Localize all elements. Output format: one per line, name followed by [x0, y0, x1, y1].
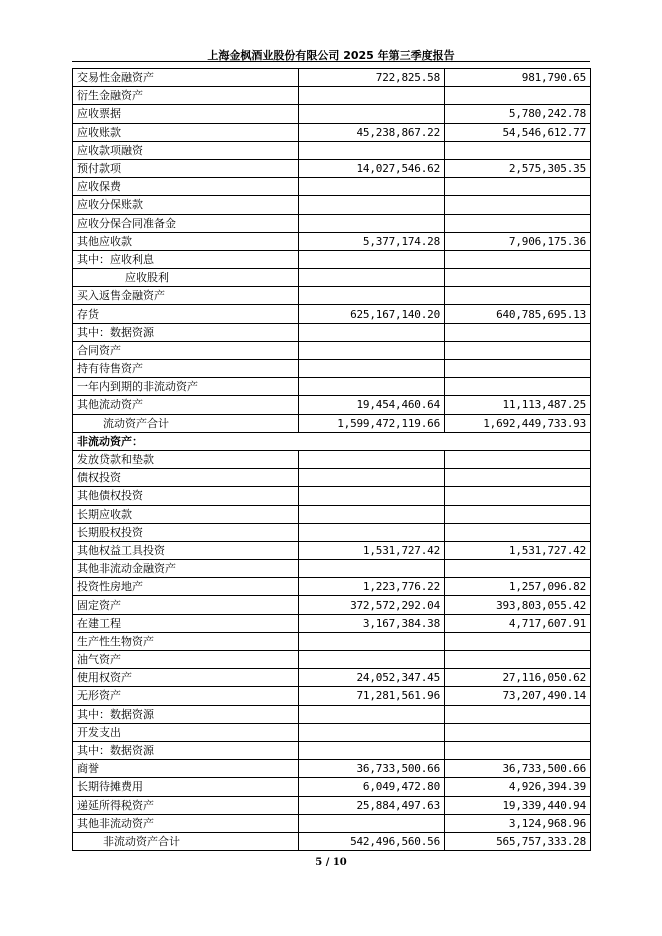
- prior-year-end-value: 981,790.65: [445, 69, 591, 87]
- table-row: [73, 378, 591, 396]
- row-label: 其他非流动金融资产: [73, 560, 299, 578]
- prior-year-end-value: [445, 214, 591, 232]
- row-label: 交易性金融资产: [73, 69, 299, 87]
- period-end-value: [299, 378, 445, 396]
- table-row: [73, 105, 591, 123]
- row-label: 存货: [73, 305, 299, 323]
- prior-year-end-value: 54,546,612.77: [445, 123, 591, 141]
- period-end-value: [299, 505, 445, 523]
- prior-year-end-value: 565,757,333.28: [445, 832, 591, 850]
- row-label: 其他非流动资产: [73, 814, 299, 832]
- prior-year-end-value: [445, 705, 591, 723]
- row-label: 固定资产: [73, 596, 299, 614]
- period-end-value: [299, 469, 445, 487]
- row-label: 应收股利: [73, 269, 299, 287]
- table-row: [73, 505, 591, 523]
- period-end-value: [299, 196, 445, 214]
- row-label: 买入返售金融资产: [73, 287, 299, 305]
- table-row: [73, 396, 591, 414]
- row-label: 其中：数据资源: [73, 705, 299, 723]
- row-label: 油气资产: [73, 651, 299, 669]
- row-label: 其中：数据资源: [73, 741, 299, 759]
- table-row: [73, 123, 591, 141]
- table-row: [73, 360, 591, 378]
- prior-year-end-value: 73,207,490.14: [445, 687, 591, 705]
- prior-year-end-value: 1,531,727.42: [445, 541, 591, 559]
- period-end-value: [299, 250, 445, 268]
- prior-year-end-value: [445, 323, 591, 341]
- row-label: 其中：数据资源: [73, 323, 299, 341]
- row-label: 合同资产: [73, 341, 299, 359]
- table-row: [73, 778, 591, 796]
- table-row: [73, 87, 591, 105]
- period-end-value: 5,377,174.28: [299, 232, 445, 250]
- period-end-value: [299, 214, 445, 232]
- row-label: 应收账款: [73, 123, 299, 141]
- table-row: [73, 323, 591, 341]
- prior-year-end-value: [445, 250, 591, 268]
- table-row: [73, 159, 591, 177]
- row-label: 应收款项融资: [73, 141, 299, 159]
- prior-year-end-value: 393,803,055.42: [445, 596, 591, 614]
- table-row: [73, 614, 591, 632]
- prior-year-end-value: [445, 141, 591, 159]
- row-label: 发放贷款和垫款: [73, 450, 299, 468]
- period-end-value: [299, 723, 445, 741]
- period-end-value: 1,531,727.42: [299, 541, 445, 559]
- table-row: [73, 560, 591, 578]
- row-label: 其中：应收利息: [73, 250, 299, 268]
- row-label: 长期待摊费用: [73, 778, 299, 796]
- period-end-value: 1,599,472,119.66: [299, 414, 445, 432]
- period-end-value: [299, 360, 445, 378]
- table-row: [73, 196, 591, 214]
- table-row: [73, 469, 591, 487]
- prior-year-end-value: [445, 287, 591, 305]
- row-label: 其他流动资产: [73, 396, 299, 414]
- period-end-value: [299, 632, 445, 650]
- prior-year-end-value: [445, 87, 591, 105]
- row-label: 其他债权投资: [73, 487, 299, 505]
- period-end-value: 24,052,347.45: [299, 669, 445, 687]
- prior-year-end-value: 640,785,695.13: [445, 305, 591, 323]
- table-row: [73, 596, 591, 614]
- row-label: 使用权资产: [73, 669, 299, 687]
- table-row: [73, 250, 591, 268]
- table-row: [73, 760, 591, 778]
- table-row: [73, 832, 591, 850]
- period-end-value: 14,027,546.62: [299, 159, 445, 177]
- period-end-value: 25,884,497.63: [299, 796, 445, 814]
- report-header: 上海金枫酒业股份有限公司 2025 年第三季度报告: [207, 49, 455, 62]
- table-row: [73, 523, 591, 541]
- period-end-value: [299, 523, 445, 541]
- period-end-value: [299, 705, 445, 723]
- row-label: 应收保费: [73, 178, 299, 196]
- period-end-value: [299, 141, 445, 159]
- prior-year-end-value: [445, 560, 591, 578]
- period-end-value: [299, 178, 445, 196]
- row-label: 衍生金融资产: [73, 87, 299, 105]
- prior-year-end-value: 2,575,305.35: [445, 159, 591, 177]
- prior-year-end-value: 1,692,449,733.93: [445, 414, 591, 432]
- row-label: 开发支出: [73, 723, 299, 741]
- row-label: 在建工程: [73, 614, 299, 632]
- row-label: 流动资产合计: [73, 414, 299, 432]
- prior-year-end-value: 11,113,487.25: [445, 396, 591, 414]
- table-row: [73, 578, 591, 596]
- table-row: [73, 232, 591, 250]
- table-row: [73, 141, 591, 159]
- period-end-value: [299, 105, 445, 123]
- row-label: 其他应收款: [73, 232, 299, 250]
- table-row: [73, 632, 591, 650]
- prior-year-end-value: [445, 651, 591, 669]
- row-label: 生产性生物资产: [73, 632, 299, 650]
- table-row: [73, 432, 591, 450]
- row-label: 其他权益工具投资: [73, 541, 299, 559]
- row-label: 债权投资: [73, 469, 299, 487]
- header-rule: [72, 61, 590, 62]
- prior-year-end-value: 1,257,096.82: [445, 578, 591, 596]
- row-label: 一年内到期的非流动资产: [73, 378, 299, 396]
- row-label: 应收票据: [73, 105, 299, 123]
- period-end-value: [299, 269, 445, 287]
- prior-year-end-value: 4,717,607.91: [445, 614, 591, 632]
- prior-year-end-value: [445, 178, 591, 196]
- table-row: [73, 687, 591, 705]
- table-row: [73, 178, 591, 196]
- row-label: 持有待售资产: [73, 360, 299, 378]
- row-label: 应收分保合同准备金: [73, 214, 299, 232]
- prior-year-end-value: [445, 632, 591, 650]
- row-label: 非流动资产：: [73, 432, 591, 450]
- period-end-value: 625,167,140.20: [299, 305, 445, 323]
- prior-year-end-value: 19,339,440.94: [445, 796, 591, 814]
- period-end-value: 372,572,292.04: [299, 596, 445, 614]
- period-end-value: [299, 287, 445, 305]
- prior-year-end-value: [445, 505, 591, 523]
- prior-year-end-value: [445, 450, 591, 468]
- row-label: 递延所得税资产: [73, 796, 299, 814]
- table-row: [73, 341, 591, 359]
- period-end-value: 71,281,561.96: [299, 687, 445, 705]
- table-row: [73, 796, 591, 814]
- prior-year-end-value: [445, 196, 591, 214]
- period-end-value: 36,733,500.66: [299, 760, 445, 778]
- row-label: 商誉: [73, 760, 299, 778]
- prior-year-end-value: [445, 378, 591, 396]
- page-number: 5 / 10: [315, 857, 347, 868]
- prior-year-end-value: [445, 360, 591, 378]
- prior-year-end-value: 3,124,968.96: [445, 814, 591, 832]
- row-label: 长期股权投资: [73, 523, 299, 541]
- prior-year-end-value: [445, 269, 591, 287]
- period-end-value: 6,049,472.80: [299, 778, 445, 796]
- period-end-value: [299, 814, 445, 832]
- prior-year-end-value: 36,733,500.66: [445, 760, 591, 778]
- period-end-value: [299, 560, 445, 578]
- table-row: [73, 414, 591, 432]
- table-row: [73, 741, 591, 759]
- table-row: [73, 450, 591, 468]
- table-row: [73, 487, 591, 505]
- table-row: [73, 69, 591, 87]
- table-row: [73, 214, 591, 232]
- row-label: 无形资产: [73, 687, 299, 705]
- table-row: [73, 723, 591, 741]
- row-label: 应收分保账款: [73, 196, 299, 214]
- prior-year-end-value: [445, 723, 591, 741]
- row-label: 非流动资产合计: [73, 832, 299, 850]
- period-end-value: 542,496,560.56: [299, 832, 445, 850]
- period-end-value: [299, 87, 445, 105]
- table-row: [73, 651, 591, 669]
- period-end-value: [299, 323, 445, 341]
- table-row: [73, 269, 591, 287]
- prior-year-end-value: 4,926,394.39: [445, 778, 591, 796]
- period-end-value: 19,454,460.64: [299, 396, 445, 414]
- table-row: [73, 287, 591, 305]
- balance-sheet-table: [72, 68, 591, 851]
- period-end-value: 45,238,867.22: [299, 123, 445, 141]
- period-end-value: [299, 450, 445, 468]
- prior-year-end-value: [445, 523, 591, 541]
- table-row: [73, 669, 591, 687]
- row-label: 投资性房地产: [73, 578, 299, 596]
- prior-year-end-value: 27,116,050.62: [445, 669, 591, 687]
- period-end-value: [299, 741, 445, 759]
- table-row: [73, 814, 591, 832]
- table-row: [73, 541, 591, 559]
- period-end-value: [299, 341, 445, 359]
- period-end-value: 722,825.58: [299, 69, 445, 87]
- table-row: [73, 705, 591, 723]
- period-end-value: 3,167,384.38: [299, 614, 445, 632]
- row-label: 预付款项: [73, 159, 299, 177]
- period-end-value: [299, 651, 445, 669]
- prior-year-end-value: [445, 741, 591, 759]
- table-row: [73, 305, 591, 323]
- prior-year-end-value: [445, 341, 591, 359]
- prior-year-end-value: 7,906,175.36: [445, 232, 591, 250]
- prior-year-end-value: [445, 469, 591, 487]
- period-end-value: 1,223,776.22: [299, 578, 445, 596]
- prior-year-end-value: [445, 487, 591, 505]
- period-end-value: [299, 487, 445, 505]
- row-label: 长期应收款: [73, 505, 299, 523]
- prior-year-end-value: 5,780,242.78: [445, 105, 591, 123]
